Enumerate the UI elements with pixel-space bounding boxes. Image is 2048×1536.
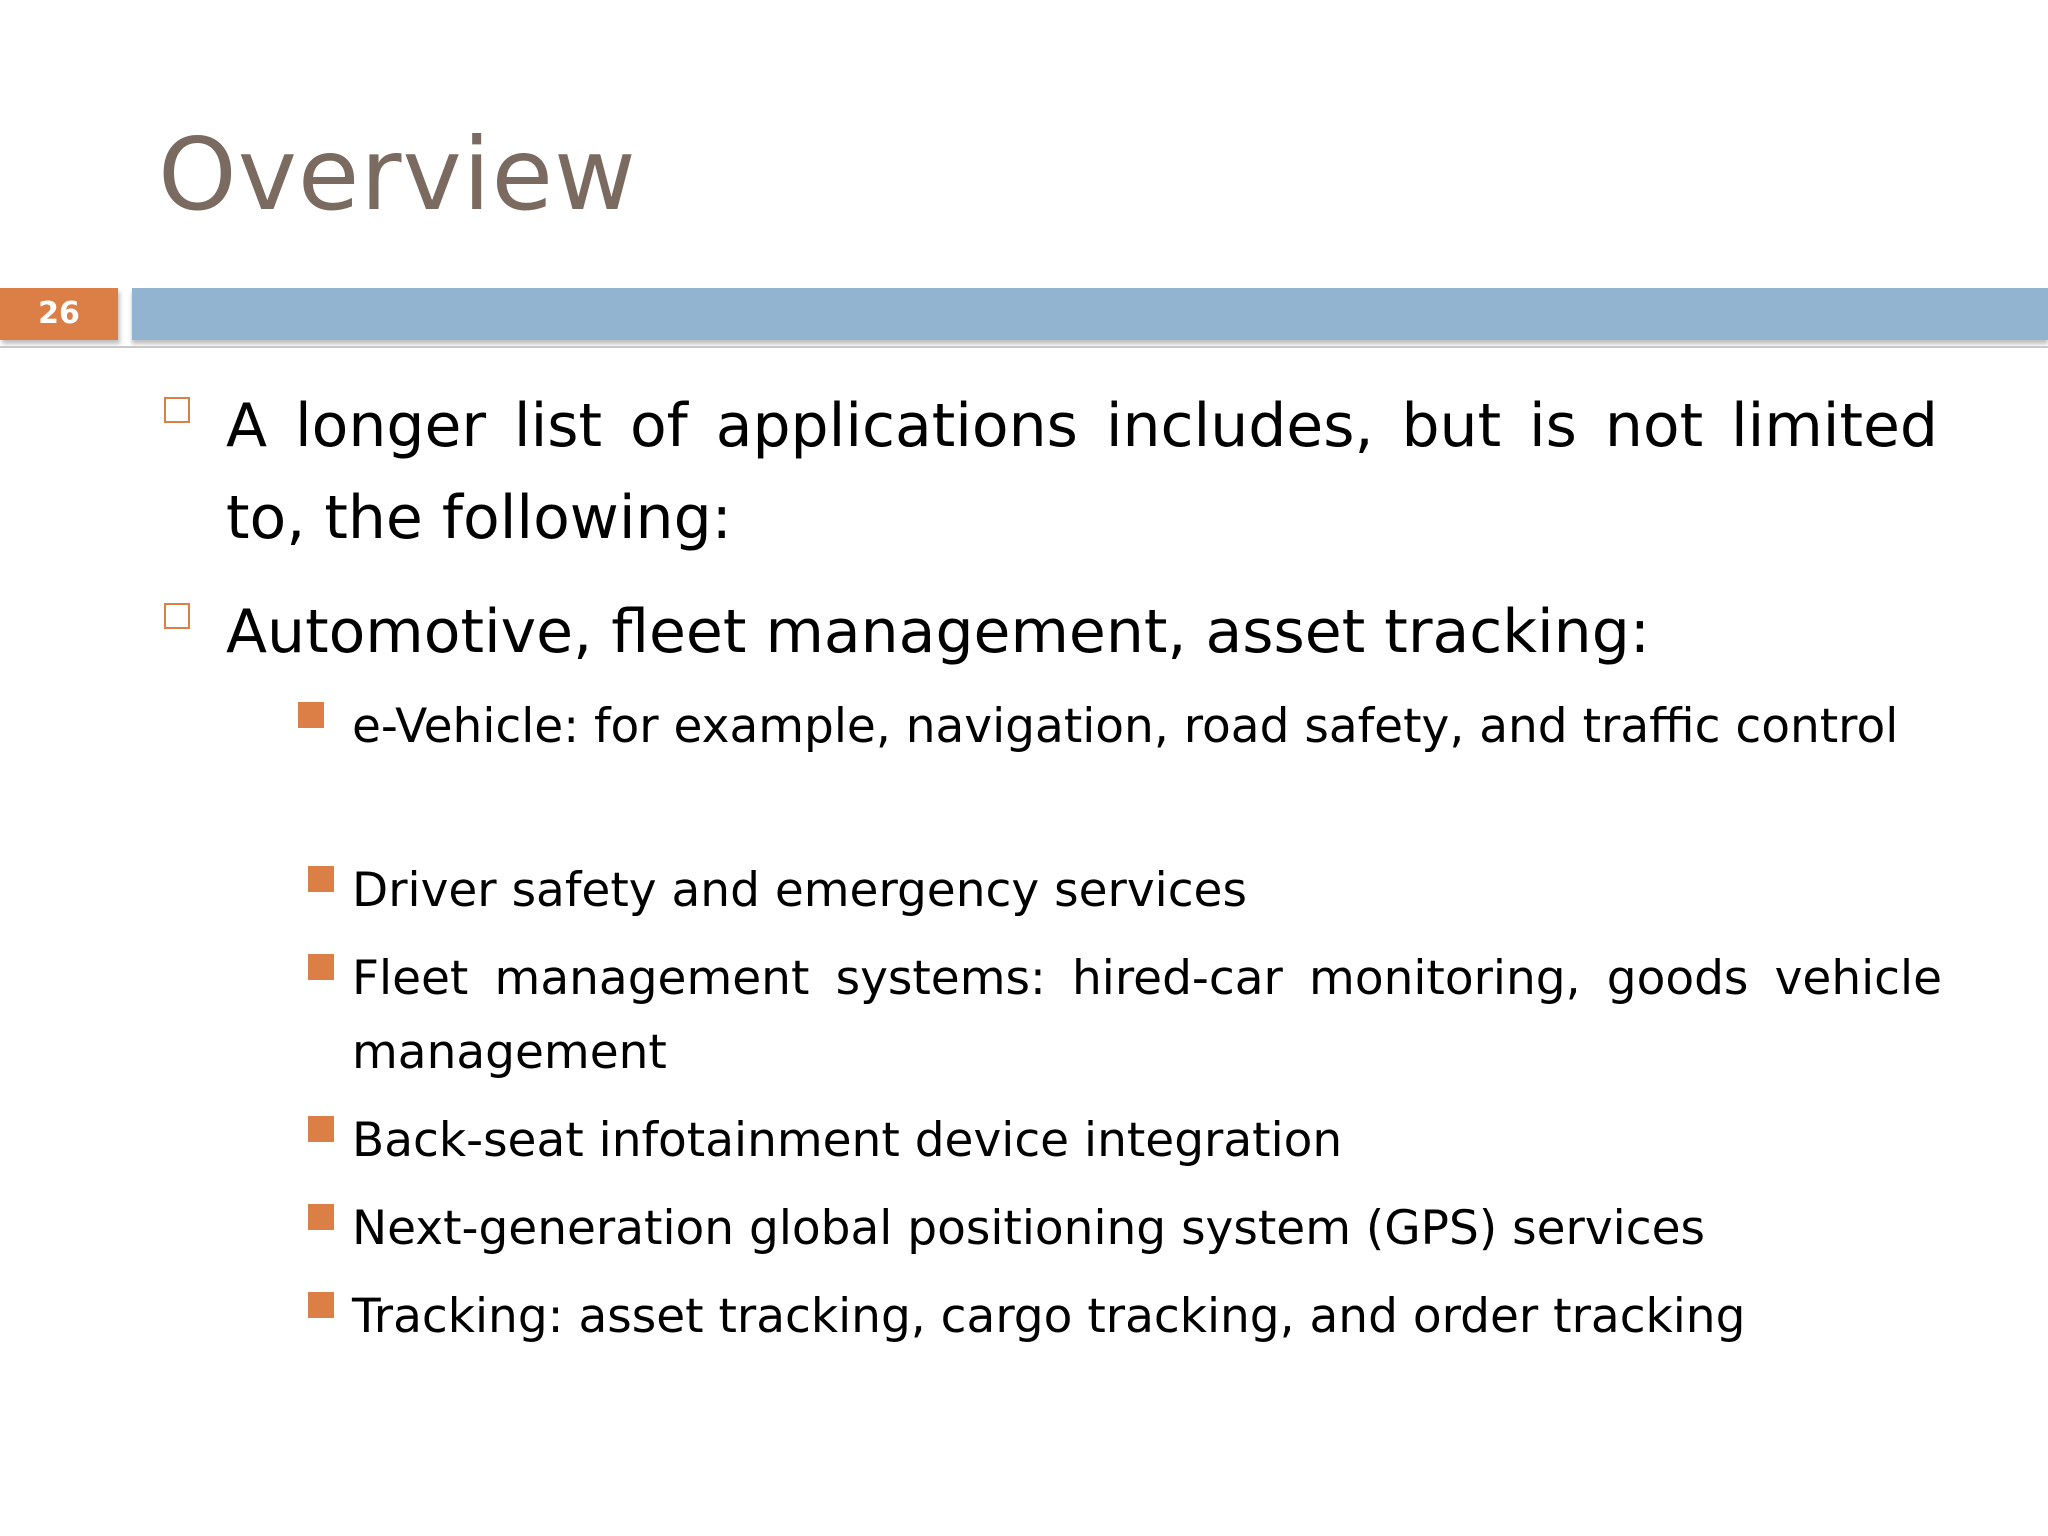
slide-number-badge: 26 bbox=[0, 288, 118, 340]
filled-square-bullet-icon bbox=[308, 954, 334, 980]
hollow-square-bullet-icon bbox=[164, 603, 190, 629]
bullet-item-level2: Next-generation global positioning system (GPS) services bbox=[352, 1201, 1705, 1256]
bullet-item-level1: A longer list of applications includes, but is not limited to, the following: bbox=[226, 391, 1938, 553]
bullet-item-level2: Fleet management systems: hired-car monitoring, goods vehicle management bbox=[352, 951, 1942, 1080]
bullet-item-level2: Driver safety and emergency services bbox=[352, 863, 1247, 918]
slide-title: Overview bbox=[158, 116, 637, 233]
filled-square-bullet-icon bbox=[308, 866, 334, 892]
hollow-square-bullet-icon bbox=[164, 397, 190, 423]
bullet-item-level2: Back-seat infotainment device integration bbox=[352, 1113, 1343, 1168]
filled-square-bullet-icon bbox=[308, 1292, 334, 1318]
bullet-item-level1: Automotive, fleet management, asset tracking: bbox=[226, 597, 1651, 667]
filled-square-bullet-icon bbox=[308, 1116, 334, 1142]
filled-square-bullet-icon bbox=[308, 1204, 334, 1230]
filled-square-bullet-icon bbox=[298, 702, 324, 728]
bullet-item-level2: Tracking: asset tracking, cargo tracking, and order tracking bbox=[352, 1289, 1746, 1344]
bullet-item-level2: e-Vehicle: for example, navigation, road safety, and traffic control bbox=[352, 699, 1899, 754]
